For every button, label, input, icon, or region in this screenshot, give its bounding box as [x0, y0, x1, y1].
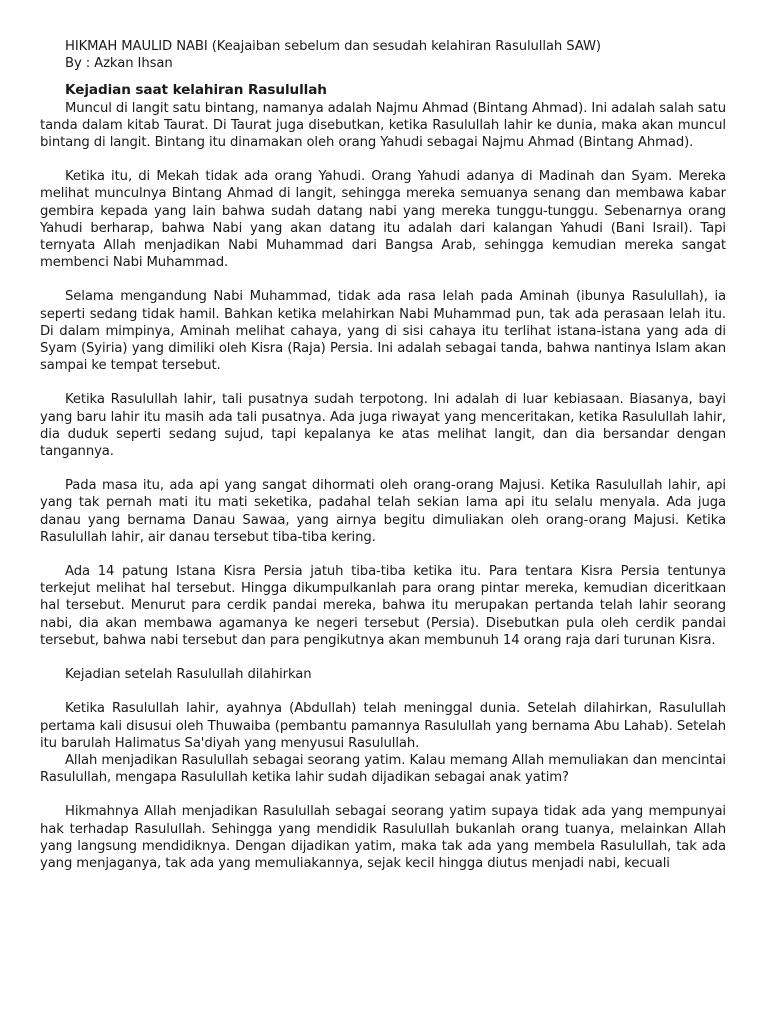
paragraph-5: Pada masa itu, ada api yang sangat dihormati oleh orang-orang Majusi. Ketika Rasulullah lahir, api yang tak pernah mati itu mati seketika, padahal telah sekian lama api itu selalu menyala. Ada juga danau yang bernama Danau Sawaa, yang airnya begitu dimuliakan oleh orang-orang Majusi. Ketika Rasulullah lahir, air danau tersebut tiba-tiba kering. [40, 478, 726, 545]
section-heading-birth: Kejadian saat kelahiran Rasulullah [65, 82, 327, 99]
spacer [40, 151, 726, 168]
spacer [40, 374, 726, 391]
spacer [40, 72, 726, 82]
paragraph-7: Ketika Rasulullah lahir, ayahnya (Abdullah) telah meninggal dunia. Setelah dilahirkan, Rasulullah pertama kali disusui oleh Thuwaiba (pembantu pamannya Rasulullah yang bernama Abu Lahab). Setelah itu barulah Halimatus Sa'diyah yang menyusui Rasulullah. [40, 701, 726, 751]
spacer [40, 271, 726, 288]
section-heading-after-birth: Kejadian setelah Rasulullah dilahirkan [65, 667, 312, 683]
paragraph-4: Ketika Rasulullah lahir, tali pusatnya sudah terpotong. Ini adalah di luar kebiasaan. Biasanya, bayi yang baru lahir itu masih ada tali pusatnya. Ada juga riwayat yang menceritakan, ketika Rasulullah lahir, dia duduk seperti sedang sujud, tapi kepalanya ke atas melihat langit, dan dia bersandar dengan tangannya. [40, 392, 726, 460]
spacer [40, 460, 726, 477]
document-byline: By : Azkan Ihsan [65, 56, 173, 72]
paragraph-2: Ketika itu, di Mekah tidak ada orang Yahudi. Orang Yahudi adanya di Madinah dan Syam. Mereka melihat munculnya Bintang Ahmad di langit, sehingga mereka semuanya senang dan membawa kabar gembira kepada yang lain bahwa sudah datang nabi yang mereka tunggu-tunggu. Sebenarnya orang Yahudi berharap, bahwa Nabi yang akan datang itu adalah dari kalangan Yahudi (Bani Israil). Tapi ternyata Allah menjadikan Nabi Muhammad dari Bangsa Arab, sehingga kemudian mereka sangat membenci Nabi Muhammad. [40, 169, 726, 271]
paragraph-1: Muncul di langit satu bintang, namanya adalah Najmu Ahmad (Bintang Ahmad). Ini adalah salah satu tanda dalam kitab Taurat. Di Taurat juga disebutkan, ketika Rasulullah lahir ke dunia, maka akan muncul bintang di langit. Bintang itu dinamakan oleh orang Yahudi sebagai Najmu Ahmad (Bintang Ahmad). [40, 100, 726, 151]
document-title: HIKMAH MAULID NABI (Keajaiban sebelum dan sesudah kelahiran Rasulullah SAW) [65, 39, 601, 54]
spacer [40, 683, 726, 700]
spacer [40, 546, 726, 563]
paragraph-3: Selama mengandung Nabi Muhammad, tidak ada rasa lelah pada Aminah (ibunya Rasulullah), ia seperti sedang tidak hamil. Bahkan ketika melahirkan Nabi Muhammad pun, tak ada perasaan lelah itu. Di dalam mimpinya, Aminah melihat cahaya, yang di sisi cahaya itu terlihat istana-istana yang ada di Syam (Syiria) yang dimiliki oleh Kisra (Raja) Persia. Ini adalah sebagai tanda, bahwa nantinya Islam akan sampai ke tempat tersebut. [40, 289, 726, 374]
document-page [40, 38, 726, 872]
paragraph-8: Allah menjadikan Rasulullah sebagai seorang yatim. Kalau memang Allah memuliakan dan mencintai Rasulullah, mengapa Rasulullah ketika lahir sudah dijadikan sebagai anak yatim? [40, 752, 726, 786]
spacer [40, 649, 726, 666]
paragraph-6: Ada 14 patung Istana Kisra Persia jatuh tiba-tiba ketika itu. Para tentara Kisra Persia tentunya terkejut melihat hal tersebut. Hingga dikumpulkanlah para orang pintar mereka, kemudian diceritkaan hal tersebut. Menurut para cerdik pandai mereka, bahwa itu merupakan pertanda telah lahir seorang nabi, dia akan membawa agamanya ke negeri tersebut (Persia). Disebutkan pula oleh cerdik pandai tersebut, bahwa nabi tersebut dan para pengikutnya akan membunuh 14 orang raja dari turunan Kisra. [40, 564, 726, 648]
paragraph-9: Hikmahnya Allah menjadikan Rasulullah sebagai seorang yatim supaya tidak ada yang mempunyai hak terhadap Rasulullah. Sehingga yang mendidik Rasulullah bukanlah orang tuanya, melainkan Allah yang langsung mendidiknya. Dengan dijadikan yatim, maka tak ada yang membela Rasulullah, tak ada yang menjaganya, tak ada yang memuliakannya, sejak kecil hingga diutus menjadi nabi, kecuali [40, 804, 726, 871]
spacer [40, 786, 726, 803]
